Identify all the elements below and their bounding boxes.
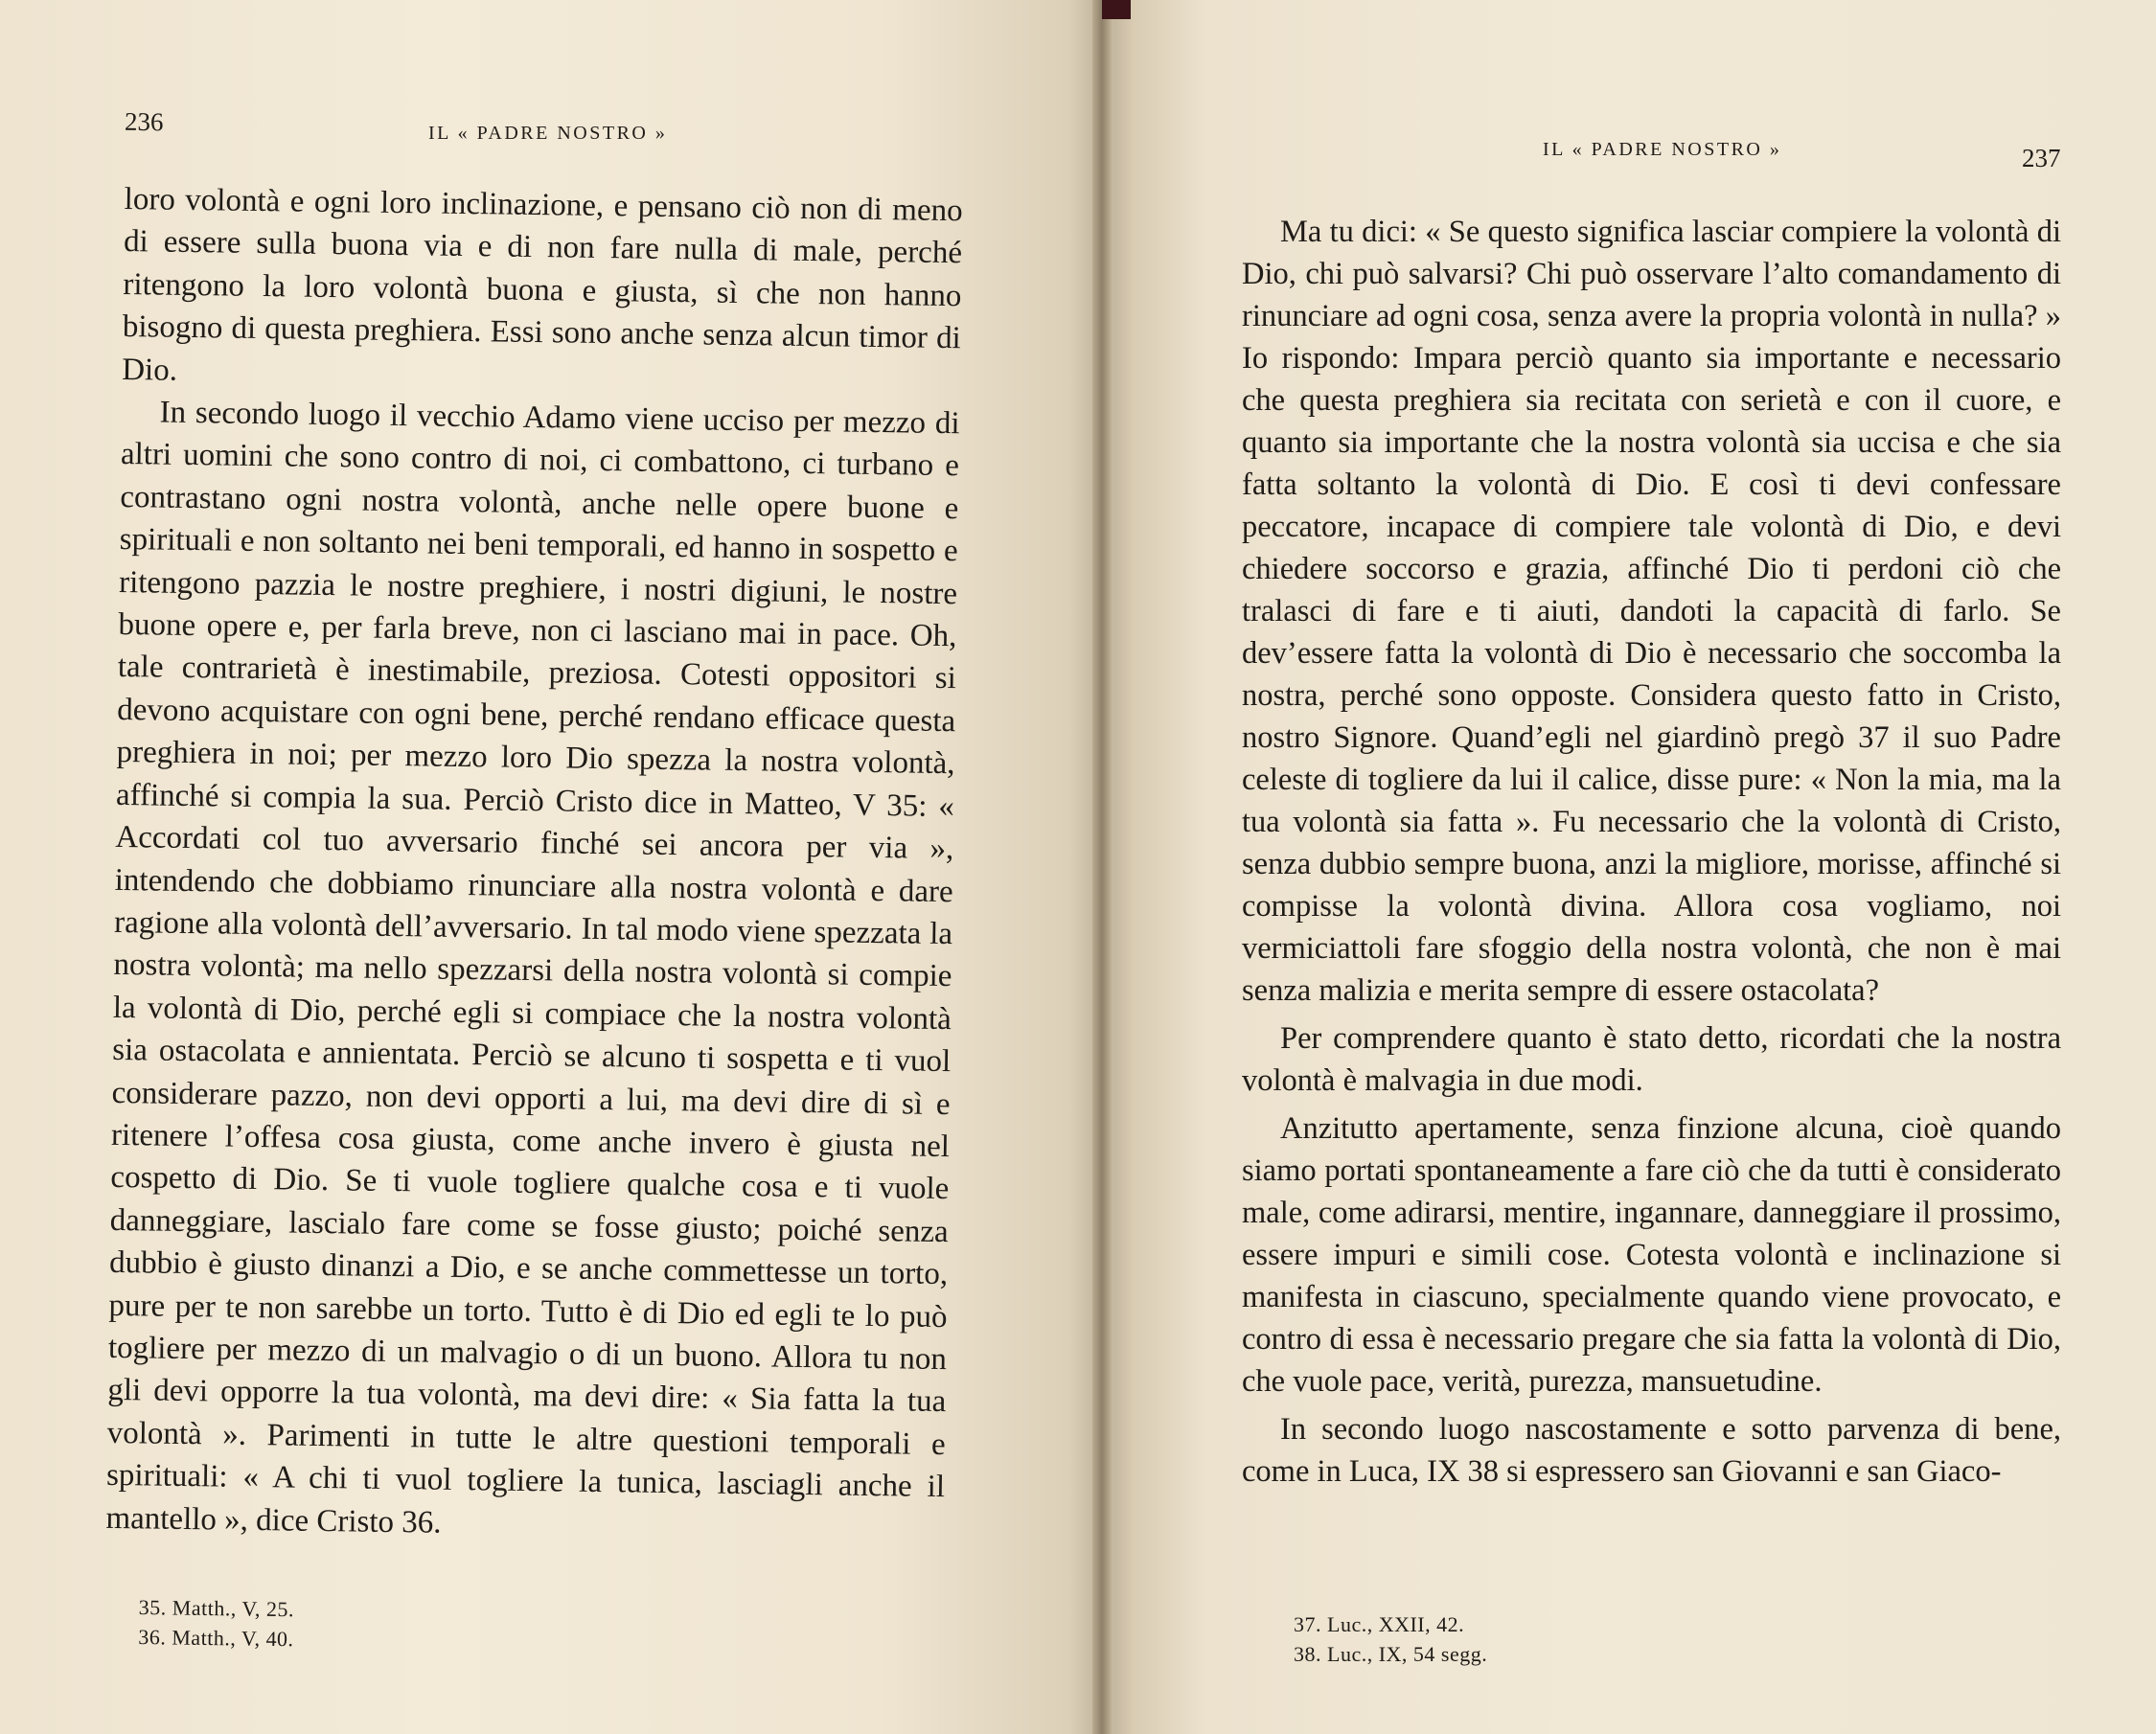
right-footnotes: [1294, 1609, 1487, 1669]
footnote-38: 38. Luc., IX, 54 segg.: [1294, 1642, 1488, 1666]
right-paragraph-1: Ma tu dici: « Se questo significa lasciar compiere la volontà di Dio, chi può salvarsi? Chi può osservare l’alto comandamento di rinunciare ad ogni cosa, senza avere la propria volontà in nulla? » Io rispondo: Impara perciò quanto sia importante e necessario che questa preghiera sia recitata con serietà e con il cuore, e quanto sia importante che la nostra volontà sia uccisa e che sia fatta soltanto la volontà di Dio. E così ti devi confessare peccatore, incapace di compiere tale volontà di Dio, e devi chiedere soccorso e grazia, affinché Dio ti perdoni ciò che tralasci di fare e ti aiuti, dandoti la capacità di farlo. Se dev’essere fatta la volontà di Dio è necessario che soccomba la nostra, perché sono opposte. Considera questo fatto in Cristo, nostro Signore. Quand’egli nel giardinò pregò 37 il suo Padre celeste di togliere da lui il calice, disse pure: « Non la mia, ma la tua volontà sia fatta ». Fu necessario che la volontà di Cristo, senza dubbio sempre buona, anzi la migliore, morisse, affinché si compisse la volontà divina. Allora cosa vogliamo, noi vermiciattoli fare sfoggio della nostra volontà, che non è mai senza malizia e merita sempre di essere ostacolata?: [1242, 215, 2061, 1008]
right-paragraph-3: Anzitutto apertamente, senza finzione alcuna, cioè quando siamo portati spontaneamente a fare ciò che da tutti è considerato male, come adirarsi, mentire, ingannare, danneggiare il prossimo, essere impuri e simili cose. Cotesta volontà e inclinazione si manifesta in ciascuno, specialmente quando viene provocato, e contro di essa è necessario pregare che sia fatta la volontà di Dio, che vuole pace, verità, purezza, mansuetudine.: [1242, 1111, 2061, 1399]
running-head-left: IL « PADRE NOSTRO »: [428, 123, 668, 144]
footnote-35: 35. Matth., V, 25.: [138, 1594, 295, 1622]
left-paragraph-2: In secondo luogo il vecchio Adamo viene ucciso per mezzo di altri uomini che sono contro di noi, ci combattono, ci turbano e contrastano ogni nostra volontà, anche nelle opere buone e spirituali e non soltanto nei beni temporali, ed hanno in sospetto e ritengono pazzia le nostre preghiere, i nostri digiuni, le nostre buone opere e, per farla breve, non ci lasciano mai in pace. Oh, tale contrarietà è inestimabile, preziosa. Cotesti oppositori si devono acquistare con ogni bene, perché rendano efficace questa preghiera in noi; per mezzo loro Dio spezza la nostra volontà, affinché si compia la sua. Perciò Cristo dice in Matteo, V 35: « Accordati col tuo avversario finché sei ancora per via », intendendo che dobbiamo rinunciare alla nostra volontà e dare ragione alla volontà dell’avversario. In tal modo viene spezzata la nostra volontà; ma nello spezzarsi della nostra volontà si compie la volontà di Dio, perché egli si compiace che la nostra volontà sia ostacolata e annientata. Perciò se alcuno ti sospetta e ti vuol considerare pazzo, non devi opporti a lui, ma devi dire di sì e ritenere l’offesa cosa giusta, come anche invero è giusta nel cospetto di Dio. Se ti vuole togliere qualche cosa e ti vuole danneggiare, lascialo fare come se fosse giusto; poiché senza dubbio è giusto dinanzi a Dio, e se anche commettesse un torto, pure per te non sarebbe un torto. Tutto è di Dio ed egli te lo può togliere per mezzo di un malvagio o di un buono. Allora tu non gli devi opporre la tua volontà, ma devi dire: « Sia fatta la tua volontà ». Parimenti in tutte le altre questioni temporali e spirituali: « A chi ti vuol togliere la tunica, lasciagli anche il mantello », dice Cristo 36.: [105, 395, 960, 1540]
left-footnotes: [138, 1592, 294, 1654]
footnote-37: 37. Luc., XXII, 42.: [1294, 1612, 1465, 1636]
running-head-right: IL « PADRE NOSTRO »: [1543, 139, 1782, 160]
right-paragraph-4: In secondo luogo nascostamente e sotto parvenza di bene, come in Luca, IX 38 si espressero san Giovanni e san Giaco-: [1242, 1412, 2061, 1489]
footnote-36: 36. Matth., V, 40.: [138, 1624, 294, 1652]
left-paragraph-1: loro volontà e ogni loro inclinazione, e pensano ciò non di meno di essere sulla buona via e di non fare nulla di male, perché ritengono la loro volontà buona e giusta, sì che non hanno bisogno di questa preghiera. Essi sono anche senza alcun timor di Dio.: [121, 181, 963, 388]
spine-headband: [1102, 0, 1131, 19]
right-body-text: [1242, 211, 2061, 1493]
page-number-left: 236: [124, 106, 164, 137]
page-number-right: 237: [2022, 144, 2061, 172]
book-spine: [1092, 0, 1113, 1734]
left-body-text: [105, 178, 963, 1551]
right-paragraph-2: Per comprendere quanto è stato detto, ricordati che la nostra volontà è malvagia in due modi.: [1242, 1021, 2061, 1098]
